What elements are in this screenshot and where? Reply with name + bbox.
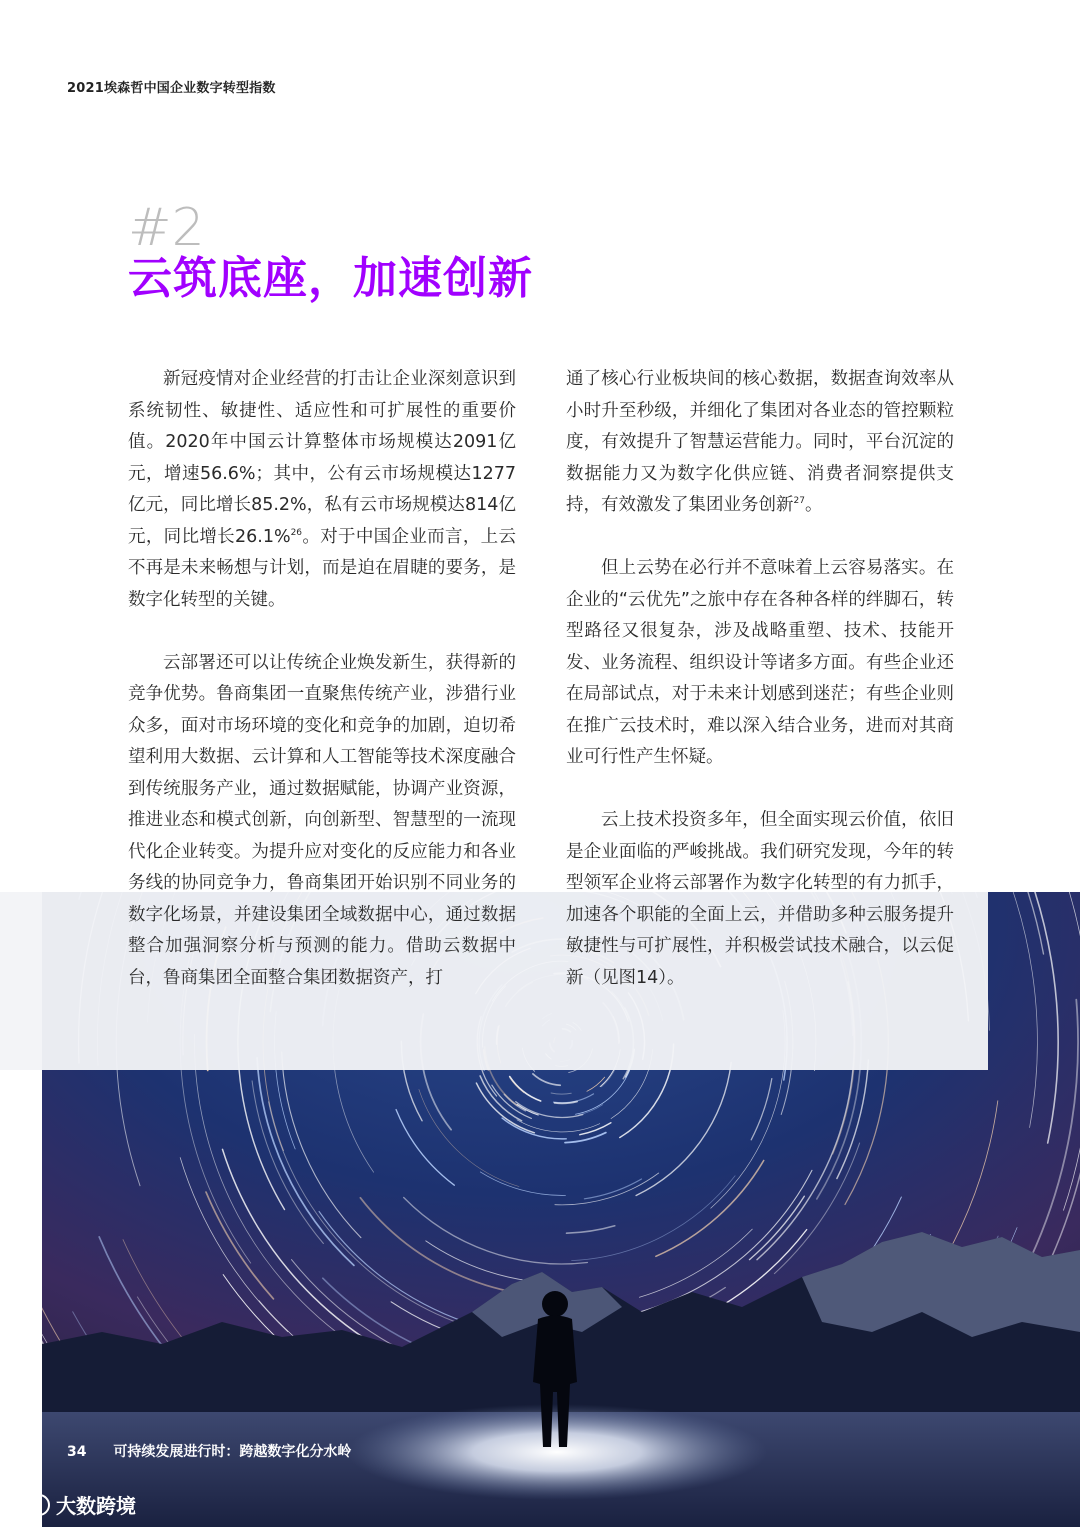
left-paragraph-2: 云部署还可以让传统企业焕发新生，获得新的竞争优势。鲁商集团一直聚焦传统产业，涉猎行业众多，面对市场环境的变化和竞争的加剧，迫切希望利用大数据、云计算和人工智能等技术深度融合到传统服务产业，通过数据赋能，协调产业资源，推进业态和模式创新，向创新型、智慧型的一流现代化企业转变。为提升应对变化的反应能力和各业务线的协同竞争力，鲁商集团开始识别不同业务的数字化场景，并建设集团全域数据中心，通过数据整合加强洞察分析与预测的能力。借助云数据中台，鲁商集团全面整合集团数据资产，打: [128, 652, 516, 988]
footnote-ref: 26: [290, 527, 303, 538]
right-column: [566, 364, 954, 1026]
right-paragraph-3: 云上技术投资多年，但全面实现云价值，依旧是企业面临的严峻挑战。我们研究发现，今年的转型领军企业将云部署作为数字化转型的有力抓手，加速各个职能的全面上云，并借助多种云服务提升敏捷性与可扩展性，并积极尝试技术融合，以云促新（见图14）。: [566, 810, 954, 988]
watermark-text: 大数跨境: [56, 1494, 136, 1518]
section-number: #2: [128, 198, 205, 258]
right-paragraph-1: 通了核心行业板块间的核心数据，数据查询效率从小时升至秒级，并细化了集团对各业态的管控颗粒度，有效提升了智慧运营能力。同时，平台沉淀的数据能力又为数字化供应链、消费者洞察提供支持，有效激发了集团业务创新$^{27}$。: [566, 369, 954, 515]
running-header: 2021埃森哲中国企业数字转型指数: [67, 81, 276, 96]
section-title: 云筑底座，加速创新: [128, 253, 533, 304]
left-column: [128, 364, 516, 1026]
watermark: [10, 1490, 136, 1519]
page-number: 34: [67, 1444, 87, 1460]
right-paragraph-2: 但上云势在必行并不意味着上云容易落实。在企业的“云优先”之旅中存在各种各样的绊脚石，转型路径又很复杂，涉及战略重塑、技术、技能开发、业务流程、组织设计等诸多方面。有些企业还在局部试点，对于未来计划感到迷茫；有些企业则在推广云技术时，难以深入结合业务，进而对其商业可行性产生怀疑。: [566, 558, 954, 767]
footnote-ref: 27: [793, 496, 805, 507]
watermark-logo-icon: [10, 1494, 50, 1516]
footer-report-title: 可持续发展进行时：跨越数字化分水岭: [113, 1444, 352, 1460]
left-paragraph-1: 新冠疫情对企业经营的打击让企业深刻意识到系统韧性、敏捷性、适应性和可扩展性的重要价值。2020年中国云计算整体市场规模达2091亿元，增速56.6%；其中，公有云市场规模达1277亿元，同比增长85.2%，私有云市场规模达814亿元，同比增长26.1%$^{26}$。对于中国企业而言，上云不再是未来畅想与计划，而是迫在眉睫的要务，是数字化转型的关键。: [128, 369, 516, 610]
page-footer: [67, 1441, 351, 1461]
